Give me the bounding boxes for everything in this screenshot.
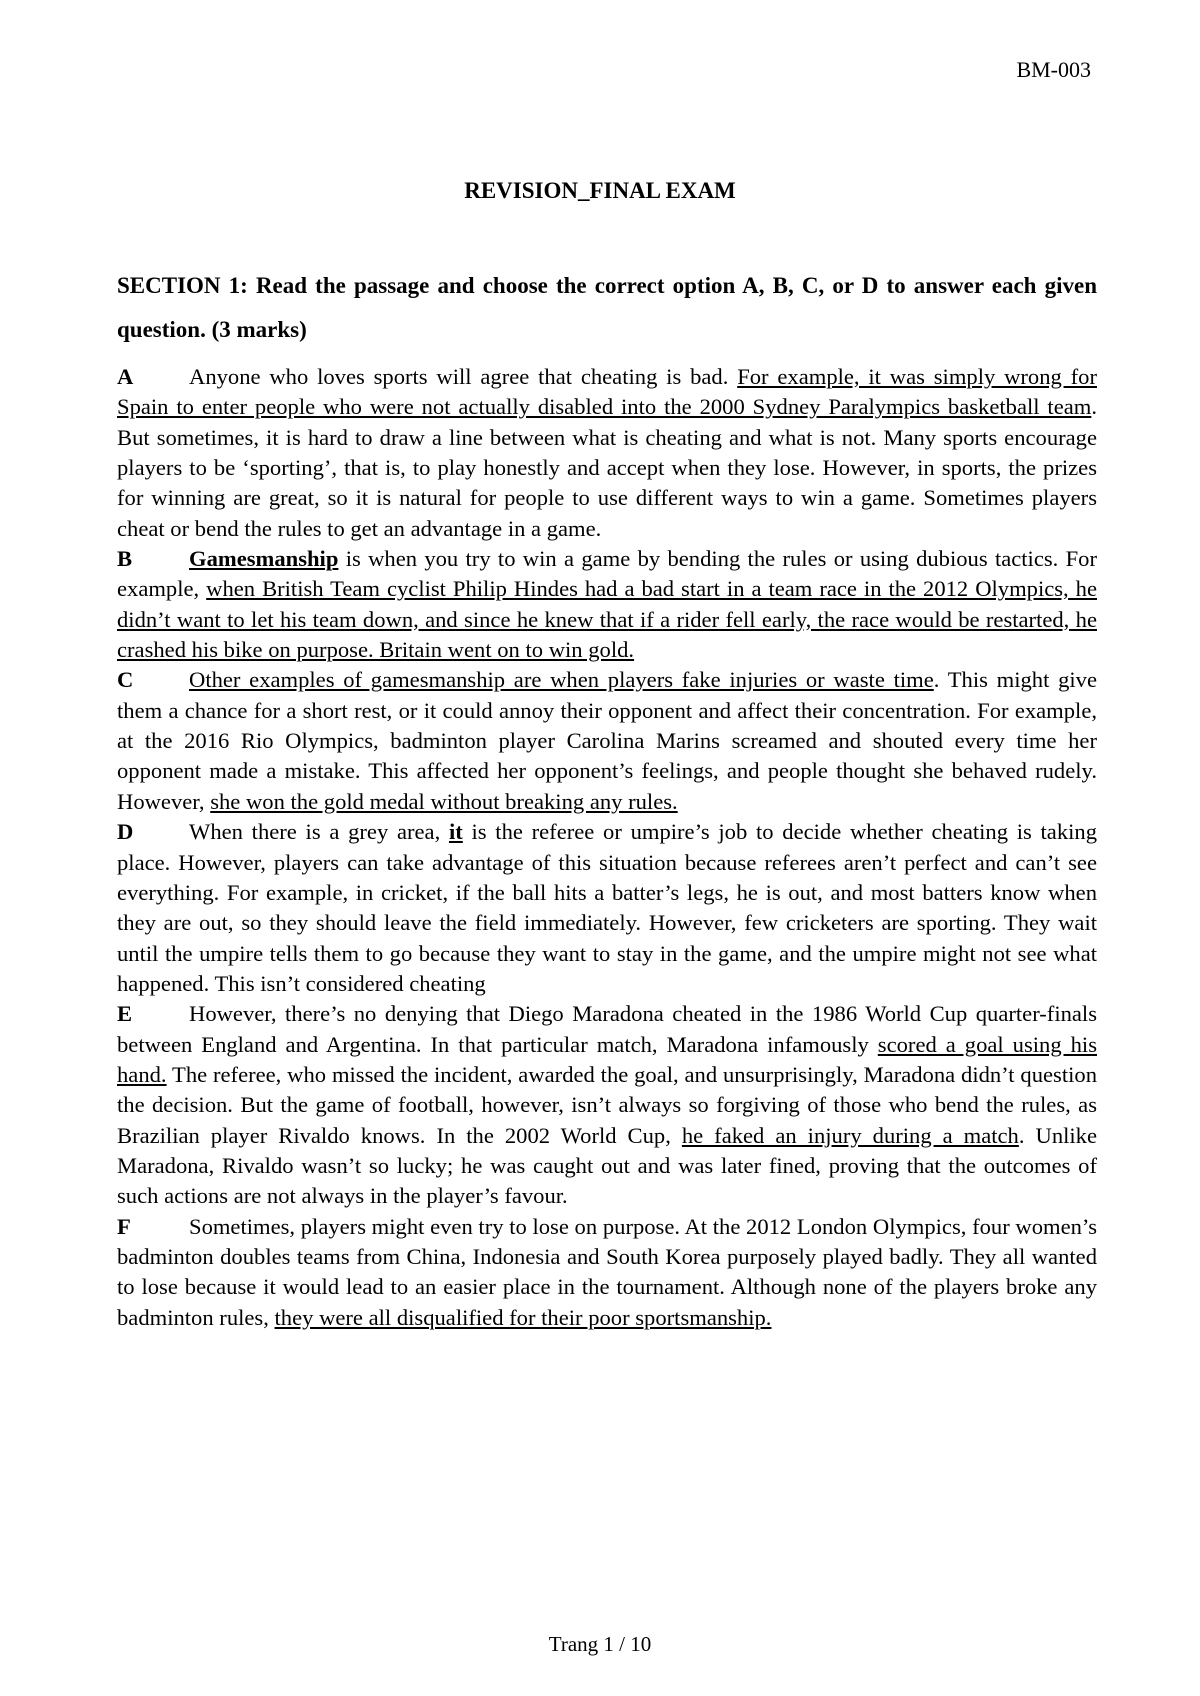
key-term: Gamesmanship bbox=[189, 546, 339, 572]
paragraph-letter: D bbox=[117, 819, 134, 845]
underlined-text: For example, it was simply wrong for Spain to enter people who were not actually disabled into the 2000 Sydney Paralympics basketball team bbox=[117, 364, 1097, 420]
paragraph-a bbox=[117, 362, 1097, 544]
paragraph-text: is when you try to win a game by bending the rules or using dubious tactics. For example, bbox=[117, 546, 1097, 602]
paragraph-text: However, there’s no denying that Diego Maradona cheated in the 1986 World Cup quarter-finals between England and Argentina. In that particular match, Maradona infamously bbox=[117, 1001, 1097, 1057]
page-number: Trang 1 / 10 bbox=[548, 1632, 652, 1656]
paragraph-text: . This might give them a chance for a short rest, or it could annoy their opponent and affect their concentration. For example, at the 2016 Rio Olympics, badminton player Carolina Marins screamed and shouted every time her opponent made a mistake. This affected her opponent’s feelings, and people thought she behaved rudely. However, bbox=[117, 667, 1097, 814]
document-code: BM-003 bbox=[1016, 57, 1091, 82]
paragraph-f bbox=[117, 1212, 1097, 1333]
page-title: REVISION_FINAL EXAM bbox=[464, 178, 736, 203]
paragraph-text: Sometimes, players might even try to lose on purpose. At the 2012 London Olympics, four women’s badminton doubles teams from China, Indonesia and South Korea purposely played badly. They all wanted to lose because it would lead to an easier place in the tournament. Although none of the players broke any badminton rules, bbox=[117, 1213, 1097, 1330]
paragraph-letter: B bbox=[117, 546, 133, 572]
paragraph-e bbox=[117, 999, 1097, 1211]
paragraph-letter: A bbox=[117, 364, 134, 389]
underlined-text: she won the gold medal without breaking any rules. bbox=[210, 788, 678, 814]
paragraph-text: is the referee or umpire’s job to decide whether cheating is taking place. However, players can take advantage of this situation because referees aren’t perfect and can’t see everything. For example, in cricket, if the ball hits a batter’s legs, he is out, and most batters know when they are out, so they should leave the field immediately. However, few cricketers are sporting. They wait until the umpire tells them to go because they want to stay in the game, and the umpire might not see what happened. This isn’t considered cheating bbox=[117, 819, 1097, 996]
paragraph-b bbox=[117, 544, 1097, 665]
paragraph-text: When there is a grey area, bbox=[189, 819, 449, 845]
section-heading: SECTION 1: Read the passage and choose the correct option A, B, C, or D to answer each given question. (3 marks) bbox=[117, 273, 1097, 342]
underlined-text: Other examples of gamesmanship are when players fake injuries or waste time bbox=[189, 667, 934, 693]
underlined-text: they were all disqualified for their poor sportsmanship. bbox=[274, 1304, 772, 1330]
paragraph-text: . Unlike Maradona, Rivaldo wasn’t so lucky; he was caught out and was later fined, proving that the outcomes of such actions are not always in the player’s favour. bbox=[117, 1122, 1097, 1209]
paragraph-text: The referee, who missed the incident, awarded the goal, and unsurprisingly, Maradona didn’t question the decision. But the game of football, however, isn’t always so forgiving of those who bend the rules, as Brazilian player Rivaldo knows. In the 2002 World Cup, bbox=[117, 1061, 1097, 1148]
paragraph-text: . But sometimes, it is hard to draw a line between what is cheating and what is not. Many sports encourage players to be ‘sporting’, that is, to play honestly and accept when they lose. However, in sports, the prizes for winning are great, so it is natural for people to use different ways to win a game. Sometimes players cheat or bend the rules to get an advantage in a game. bbox=[117, 394, 1097, 541]
key-term: it bbox=[448, 819, 463, 845]
paragraph-text: Anyone who loves sports will agree that cheating is bad. bbox=[189, 364, 738, 389]
paragraph-letter: F bbox=[117, 1213, 131, 1239]
paragraph-letter: C bbox=[117, 667, 134, 693]
paragraph-d bbox=[117, 817, 1097, 999]
underlined-text: when British Team cyclist Philip Hindes had a bad start in a team race in the 2012 Olympics, he didn’t want to let his team down, and since he knew that if a rider fell early, the race would be restarted, he crashed his bike on purpose. Britain went on to win gold. bbox=[117, 576, 1097, 663]
underlined-text: scored a goal using his hand. bbox=[117, 1031, 1097, 1087]
underlined-text: he faked an injury during a match bbox=[681, 1122, 1019, 1148]
paragraph-c bbox=[117, 665, 1097, 817]
reading-passage bbox=[117, 362, 1097, 1333]
paragraph-letter: E bbox=[117, 1001, 133, 1027]
